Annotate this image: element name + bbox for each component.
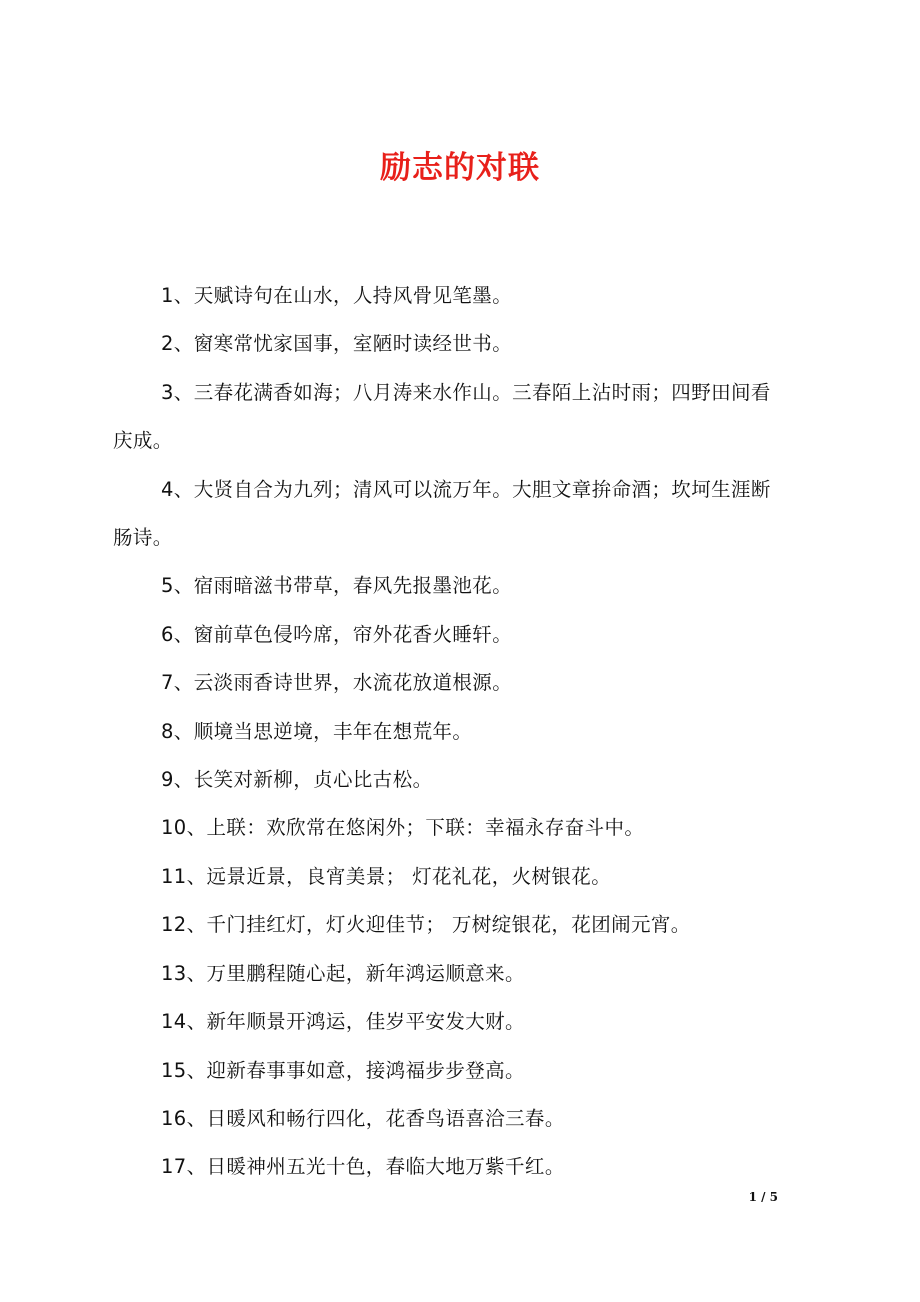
couplet-paragraph: 1、天赋诗句在山水，人持风骨见笔墨。 [161,284,513,307]
couplet-paragraph: 11、远景近景，良宵美景； 灯花礼花，火树银花。 [161,864,612,888]
page-title: 励志的对联 [380,150,540,186]
couplet-paragraph: 16、日暖风和畅行四化，花香鸟语喜洽三春。 [161,1106,565,1130]
couplet-paragraph: 3、三春花满香如海；八月涛来水作山。三春陌上沾时雨；四野田间看庆成。 [113,380,771,453]
couplet-paragraph: 17、日暖神州五光十色，春临大地万紫千红。 [161,1155,565,1179]
couplet-paragraph: 15、迎新春事事如意，接鸿福步步登高。 [161,1058,525,1082]
couplet-paragraph: 8、顺境当思逆境，丰年在想荒年。 [161,719,473,743]
couplet-paragraph: 12、千门挂红灯，灯火迎佳节； 万树绽银花，花团闹元宵。 [161,913,691,937]
couplet-paragraph: 9、长笑对新柳，贞心比古松。 [161,768,433,792]
couplet-paragraph: 13、万里鹏程随心起，新年鸿运顺意来。 [161,961,525,985]
couplet-paragraph: 2、窗寒常忧家国事，室陋时读经世书。 [161,332,513,356]
document-body [113,272,783,1192]
couplet-paragraph: 7、云淡雨香诗世界，水流花放道根源。 [161,671,513,695]
couplet-paragraph: 4、大贤自合为九列；清风可以流万年。大胆文章拚命酒；坎坷生涯断肠诗。 [113,477,771,550]
couplet-paragraph: 5、宿雨暗滋书带草，春风先报墨池花。 [161,574,513,598]
page-number: 1 / 5 [748,1190,778,1204]
couplet-paragraph: 14、新年顺景开鸿运，佳岁平安发大财。 [161,1010,525,1034]
couplet-paragraph: 10、上联：欢欣常在悠闲外；下联：幸福永存奋斗中。 [161,816,645,840]
couplet-paragraph: 6、窗前草色侵吟席，帘外花香火睡轩。 [161,622,513,646]
